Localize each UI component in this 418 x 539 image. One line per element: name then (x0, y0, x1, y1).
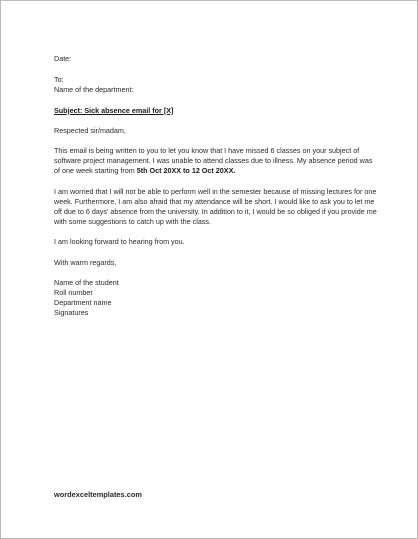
subject-line: Subject: Sick absence email for [X] (54, 105, 174, 115)
department-name: Department name (54, 298, 112, 308)
roll-number: Roll number (54, 288, 93, 298)
absence-dates: 5th Oct 20XX to 12 Oct 20XX. (136, 166, 236, 176)
signature-block (54, 278, 378, 319)
footer-site: wordexceltemplates.com (54, 490, 142, 499)
paragraph-3: I am looking forward to hearing from you. (54, 237, 185, 247)
closing: With warm regards, (54, 257, 117, 267)
signatures-label: Signatures (54, 308, 89, 318)
to-label: To: (54, 75, 64, 85)
date-label: Date: (54, 54, 72, 63)
paragraph-1 (54, 146, 378, 177)
paragraph-2: I am worried that I will not be able to perform well in the semester because of missing lectures for one week. Furthermore, I am also afraid that my attendance will be short. I would like to ask you to let me off due to 6 days' absence from the university. In addition to it, I would be so obliged if you provide me with some suggestions to catch up with the class. (54, 186, 377, 227)
salutation: Respected sir/madam, (54, 125, 126, 135)
student-name: Name of the student (54, 277, 119, 287)
paragraph-1-text: This email is being written to you to let you know that I have missed 6 classes on your subject of software project management. I was unable to attend classes due to illness. My absence period was of one week starting from (54, 146, 373, 176)
letter-body (54, 54, 378, 319)
department-line: Name of the department: (54, 85, 134, 95)
